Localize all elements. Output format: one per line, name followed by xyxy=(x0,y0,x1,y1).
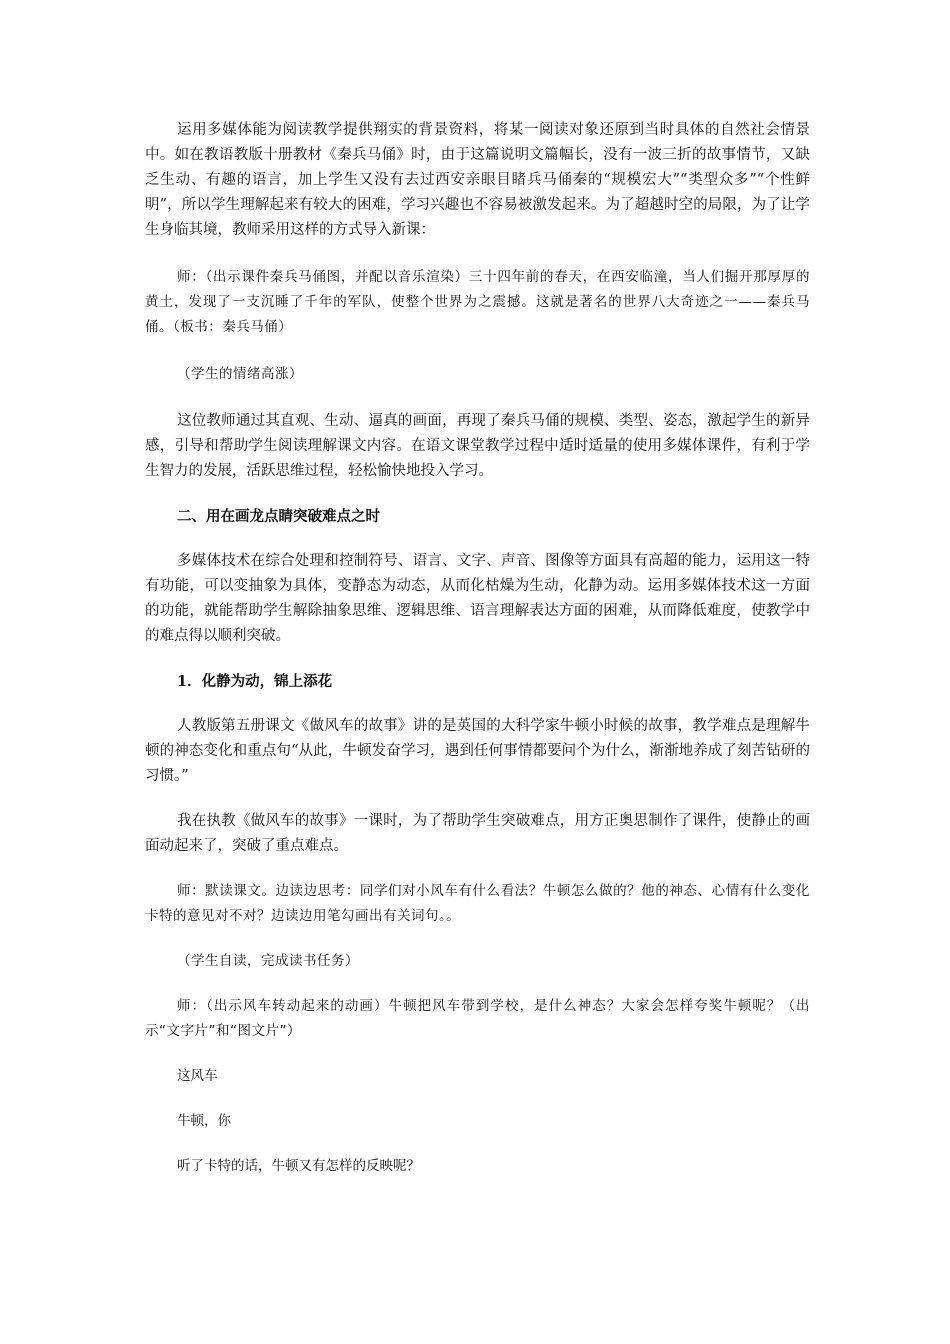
text-card-line-1: 这风车 xyxy=(177,1068,218,1084)
student-task-paragraph: （学生自读，完成读书任务） xyxy=(177,953,359,969)
teacher-question-paragraph: 师：默读课文。边读边思考：同学们对小风车有什么看法？牛顿怎么做的？他的神态、心情有什么变化卡特的意见对不对？边读边用笔勾画出有关词句。。 xyxy=(145,883,810,924)
document-page xyxy=(145,118,810,1179)
lesson-paragraph: 人教版第五册课文《做风车的故事》讲的是英国的大科学家牛顿小时候的故事，教学难点是理解牛顿的神态变化和重点句“从此，牛顿发奋学习，遇到任何事情都要问个为什么，渐渐地养成了刻苦钻研的习惯。” xyxy=(145,718,810,784)
text-card-line-2: 牛顿，你 xyxy=(177,1113,231,1129)
subsection-heading: 1．化静为动，锦上添花 xyxy=(177,673,333,690)
multimedia-paragraph: 多媒体技术在综合处理和控制符号、语言、文字、声音、图像等方面具有高超的能力，运用这一特有功能，可以变抽象为具体，变静态为动态，从而化枯燥为生动，化静为动。运用多媒体技术这一方面的功能，就能帮助学生解除抽象思维、逻辑思维、语言理解表达方面的困难，从而降低难度，使教学中的难点得以顺利突破。 xyxy=(145,553,810,644)
teacher-animation-paragraph: 师：（出示风车转动起来的动画）牛顿把风车带到学校，是什么神态？大家会怎样夸奖牛顿呢？（出示“文字片”和“图文片”） xyxy=(145,998,810,1039)
closing-question: 听了卡特的话，牛顿又有怎样的反映呢？ xyxy=(177,1158,420,1174)
teacher-dialogue-paragraph: 师：（出示课件秦兵马俑图，并配以音乐渲染）三十四年前的春天，在西安临潼，当人们掘开那厚厚的黄土，发现了一支沉睡了千年的军队，使整个世界为之震撼。这就是著名的世界八大奇迹之一——秦兵马俑。（板书：秦兵马俑） xyxy=(145,269,810,335)
analysis-paragraph: 这位教师通过其直观、生动、逼真的画面，再现了秦兵马俑的规模、类型、姿态，激起学生的新异感，引导和帮助学生阅读理解课文内容。在语文课堂教学过程中适时适量的使用多媒体课件，有利于学生智力的发展，活跃思维过程，轻松愉快地投入学习。 xyxy=(145,413,810,479)
section-heading: 二、用在画龙点睛突破难点之时 xyxy=(177,508,380,525)
teaching-paragraph: 我在执教《做风车的故事》一课时，为了帮助学生突破难点，用方正奥思制作了课件，使静止的画面动起来了，突破了重点难点。 xyxy=(145,813,810,854)
student-reaction-paragraph: （学生的情绪高涨） xyxy=(177,366,303,382)
intro-paragraph: 运用多媒体能为阅读教学提供翔实的背景资料，将某一阅读对象还原到当时具体的自然社会情景中。如在教语教版十册教材《秦兵马俑》时，由于这篇说明文篇幅长，没有一波三折的故事情节，又缺乏生动、有趣的语言，加上学生又没有去过西安亲眼目睹兵马俑秦的“规模宏大”“类型众多”“个性鲜明”，所以学生理解起来有较大的困难，学习兴趣也不容易被激发起来。为了超越时空的局限，为了让学生身临其境，教师采用这样的方式导入新课： xyxy=(145,122,810,238)
